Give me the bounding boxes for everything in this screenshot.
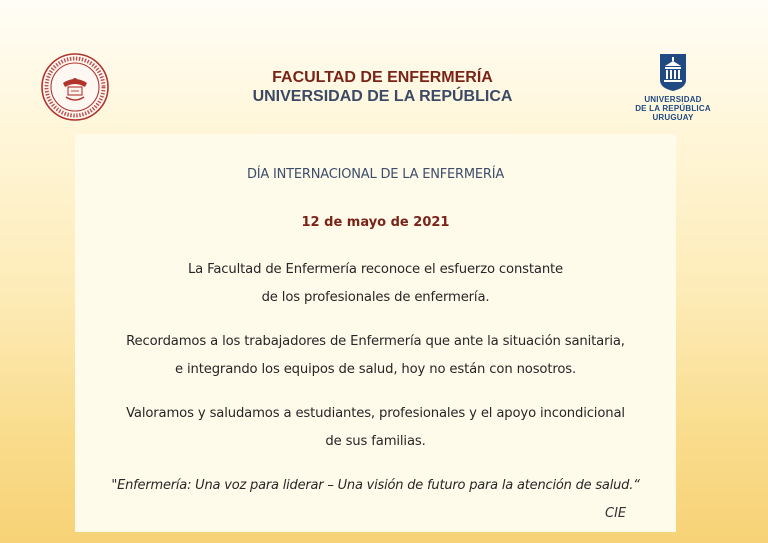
cie-quote: "Enfermería: Una voz para liderar – Una visión de futuro para la atención de salud.“ (111, 478, 640, 493)
header-titles (215, 68, 550, 106)
udelar-building-icon (656, 52, 690, 92)
paragraph-remembrance (75, 328, 676, 384)
paragraph-line: e integrando los equipos de salud, hoy no están con nosotros. (174, 362, 577, 377)
paragraph-line: La Facultad de Enfermería reconoce el esfuerzo constante (187, 262, 564, 277)
udelar-logo-text (631, 95, 715, 122)
udelar-line-2: DE LA REPÚBLICA (635, 104, 711, 113)
paragraph-line: Recordamos a los trabajadores de Enfermería que ante la situación sanitaria, (126, 334, 625, 349)
paragraph-line: Valoramos y saludamos a estudiantes, profesionales y el apoyo incondicional (126, 406, 625, 421)
faculty-title: FACULTAD DE ENFERMERÍA (272, 69, 493, 86)
announcement-card (75, 134, 676, 532)
paragraph-line: de los profesionales de enfermería. (261, 290, 490, 305)
paragraph-recognition (75, 256, 676, 312)
udelar-line-1: UNIVERSIDAD (644, 95, 702, 104)
quote-attribution: CIE (605, 506, 627, 521)
udelar-logo (631, 52, 715, 122)
udelar-line-3: URUGUAY (652, 113, 694, 122)
seal-icon (41, 53, 109, 121)
faculty-seal-logo (41, 53, 109, 121)
paragraph-greeting (75, 400, 676, 456)
announcement-title: DÍA INTERNACIONAL DE LA ENFERMERÍA (246, 167, 505, 182)
announcement-date: 12 de mayo de 2021 (301, 215, 450, 230)
paragraph-line: de sus familias. (325, 434, 426, 449)
university-title: UNIVERSIDAD DE LA REPÚBLICA (252, 88, 513, 105)
